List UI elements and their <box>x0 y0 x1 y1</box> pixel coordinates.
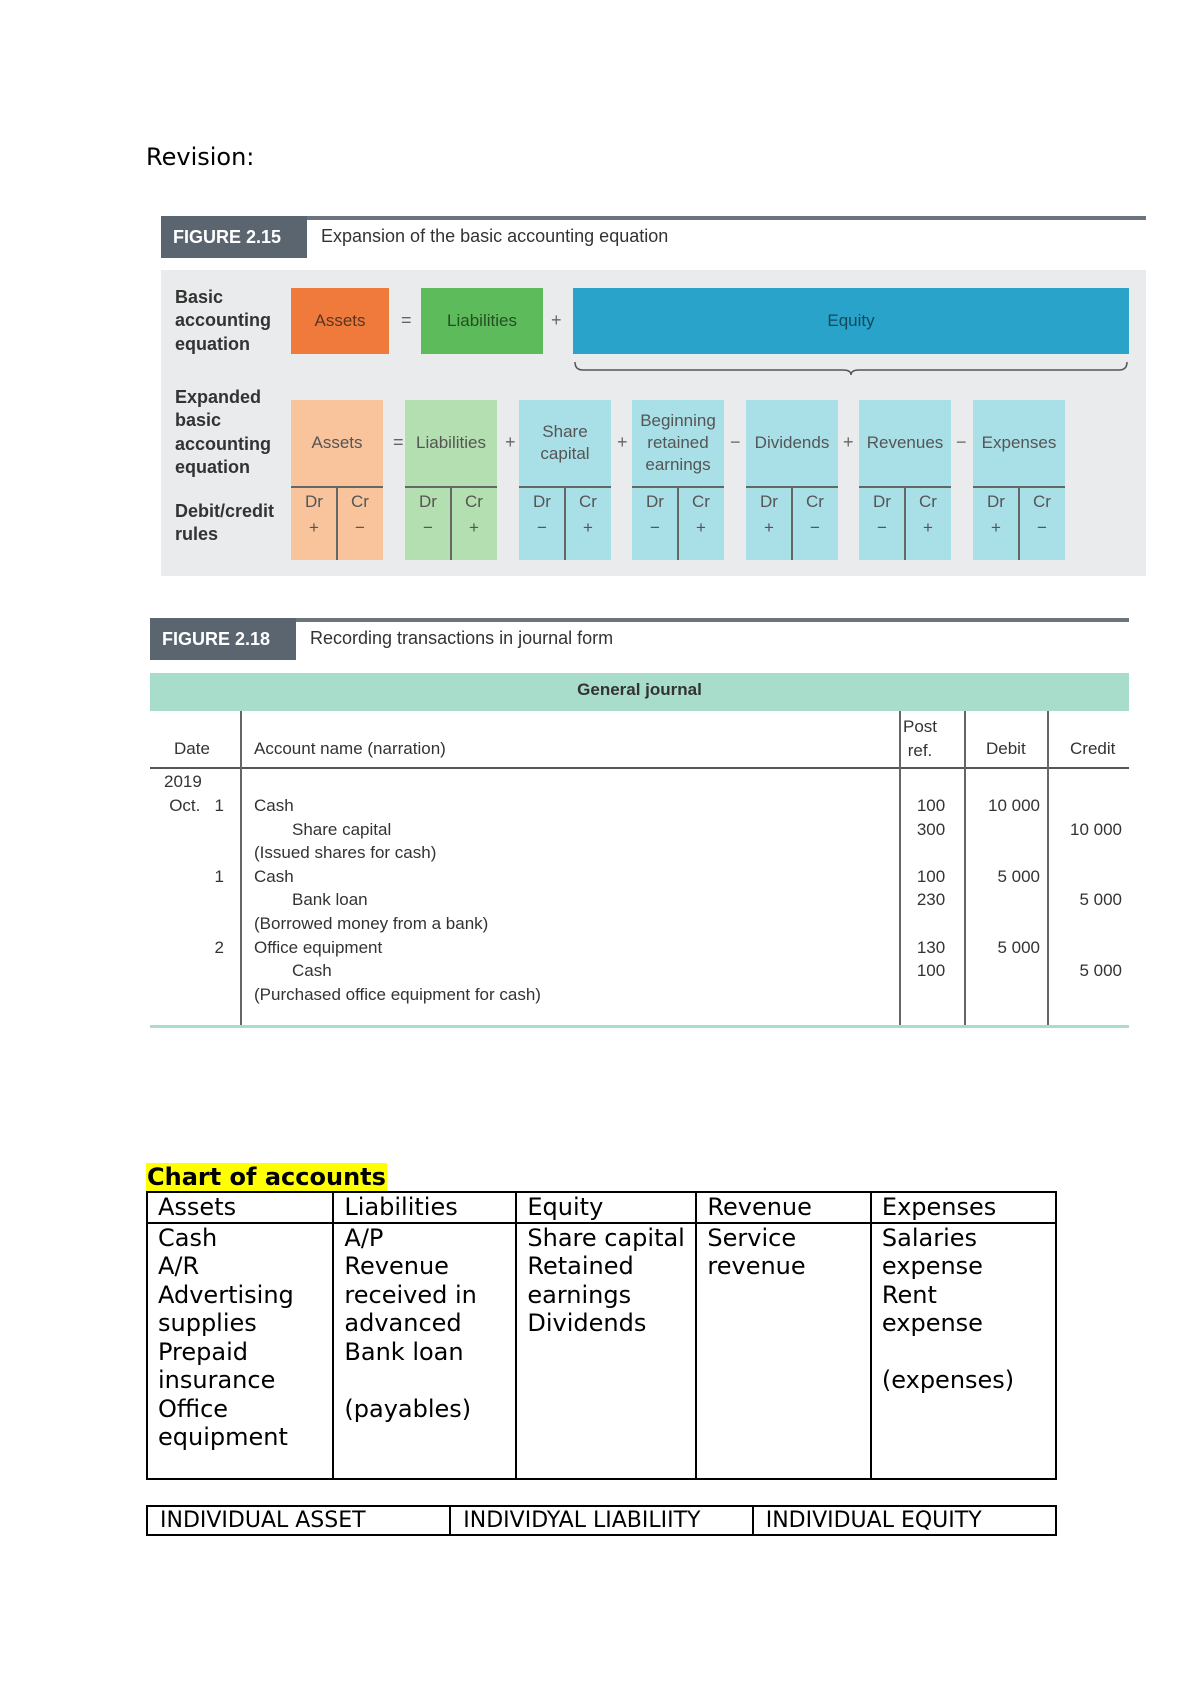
operator-2: + <box>617 432 628 452</box>
coa-column-expenses <box>871 1223 1056 1479</box>
col-date: Date <box>174 739 210 758</box>
cr-sign: − <box>1037 518 1047 537</box>
expanded-term-0: Assets <box>291 400 383 486</box>
journal-credit: 10 000 <box>1070 819 1122 839</box>
col-account: Account name (narration) <box>254 739 446 758</box>
cr-sign: + <box>469 518 479 537</box>
coa-entry: A/R <box>158 1252 200 1280</box>
row-label-expanded: Expanded basic accounting equation <box>175 387 272 478</box>
basic-assets-box: Assets <box>291 288 389 354</box>
coa-header-equity: Equity <box>516 1192 696 1223</box>
dr-label: Dr <box>873 492 891 511</box>
figure-label: FIGURE 2.18 <box>150 618 296 660</box>
journal-post-ref: 100 <box>916 866 946 886</box>
coa-entry: supplies <box>158 1309 257 1337</box>
dr-label: Dr <box>533 492 551 511</box>
expanded-term-5: Revenues <box>859 400 951 486</box>
individual-table <box>146 1505 1057 1536</box>
cr-label: Cr <box>919 492 937 511</box>
coa-header-liabilities: Liabilities <box>333 1192 516 1223</box>
figure-journal <box>150 618 1129 1028</box>
journal-account: Bank loan <box>292 890 368 910</box>
cr-sign: + <box>583 518 593 537</box>
coa-entry <box>882 1338 1045 1367</box>
row-label-rules: Debit/credit rules <box>175 501 275 545</box>
journal-account: Cash <box>254 796 294 815</box>
coa-column-revenue <box>696 1223 871 1479</box>
journal-account: Share capital <box>292 819 392 839</box>
coa-entry: revenue <box>707 1252 806 1280</box>
coa-entry: earnings <box>527 1280 632 1309</box>
journal-year: 2019 <box>164 772 202 791</box>
cr-label: Cr <box>351 492 369 511</box>
journal-account: (Purchased office equipment for cash) <box>254 984 541 1004</box>
coa-entry: Advertising <box>158 1280 294 1309</box>
journal-post-ref: 130 <box>916 937 946 957</box>
journal-credit: 5 000 <box>1079 890 1122 910</box>
dr-label: Dr <box>646 492 664 511</box>
coa-header-revenue: Revenue <box>696 1192 871 1223</box>
col-debit: Debit <box>986 739 1026 758</box>
coa-entry: Share capital <box>527 1223 685 1252</box>
journal-post-ref: 100 <box>916 796 946 815</box>
operator-3: − <box>730 432 741 452</box>
coa-entry: expense <box>881 1252 983 1280</box>
dr-sign: + <box>309 518 319 537</box>
individual-cell-0: INDIVIDUAL ASSET <box>147 1506 450 1535</box>
cr-sign: − <box>355 518 365 537</box>
coa-entry: equipment <box>158 1423 288 1451</box>
operator-1: + <box>505 432 516 452</box>
cr-sign: − <box>810 518 820 537</box>
coa-entry: received in <box>344 1280 477 1309</box>
expanded-term-6: Expenses <box>973 400 1065 486</box>
operator-0: = <box>393 432 404 452</box>
cr-label: Cr <box>579 492 597 511</box>
operator-4: + <box>843 432 854 452</box>
journal-title: General journal <box>577 680 702 699</box>
coa-column-equity <box>516 1223 696 1479</box>
journal-account: Cash <box>292 961 332 981</box>
cr-label: Cr <box>1033 492 1051 511</box>
chart-of-accounts-table <box>146 1191 1057 1480</box>
journal-account: (Issued shares for cash) <box>254 843 437 863</box>
dr-sign: − <box>537 518 547 537</box>
figure-title: Recording transactions in journal form <box>310 628 614 648</box>
coa-entry: Rent <box>881 1280 937 1309</box>
figure-title: Expansion of the basic accounting equation <box>321 226 669 246</box>
journal-post-ref: 230 <box>916 890 946 910</box>
cr-label: Cr <box>692 492 710 511</box>
individual-cell-2: INDIVIDUAL EQUITY <box>753 1506 1056 1535</box>
cr-label: Cr <box>465 492 483 511</box>
journal-post-ref: 300 <box>916 819 946 839</box>
cr-sign: + <box>696 518 706 537</box>
coa-entry: Dividends <box>527 1309 647 1337</box>
coa-entry: (payables) <box>344 1394 472 1423</box>
dr-label: Dr <box>760 492 778 511</box>
dr-label: Dr <box>419 492 437 511</box>
coa-entry: Revenue <box>344 1252 449 1280</box>
plus-sign: + <box>551 310 562 330</box>
journal-credit: 5 000 <box>1079 961 1122 981</box>
coa-entry: Bank loan <box>344 1337 464 1366</box>
journal-debit: 10 000 <box>988 796 1040 815</box>
expanded-term-4: Dividends <box>746 400 838 486</box>
journal-account: Cash <box>254 866 294 886</box>
coa-entry: insurance <box>158 1366 276 1394</box>
coa-entry: Salaries <box>881 1223 978 1252</box>
coa-entry: Retained <box>527 1252 634 1280</box>
journal-debit: 5 000 <box>997 937 1040 957</box>
expanded-term-1: Liabilities <box>405 400 497 486</box>
coa-header-assets: Assets <box>147 1192 333 1223</box>
coa-entry: (expenses) <box>881 1366 1015 1394</box>
individual-cell-1: INDIVIDYAL LIABILIITY <box>450 1506 752 1535</box>
basic-equity-box: Equity <box>573 288 1129 354</box>
coa-entry: Prepaid <box>158 1337 248 1366</box>
coa-entry: Cash <box>158 1223 218 1252</box>
dr-sign: + <box>991 518 1001 537</box>
journal-debit: 5 000 <box>997 866 1040 886</box>
coa-column-liabilities <box>333 1223 516 1479</box>
coa-entry: advanced <box>344 1309 462 1337</box>
coa-entry <box>344 1366 505 1395</box>
chart-of-accounts-title: Chart of accounts <box>147 1163 386 1191</box>
col-credit: Credit <box>1070 739 1116 758</box>
dr-label: Dr <box>305 492 323 511</box>
cr-sign: + <box>923 518 933 537</box>
dr-sign: − <box>877 518 887 537</box>
journal-date: Oct. 1 <box>169 796 224 815</box>
coa-entry: Office <box>158 1394 229 1423</box>
operator-5: − <box>956 432 967 452</box>
equals-sign: = <box>401 310 412 330</box>
dr-sign: + <box>764 518 774 537</box>
figure-accounting-equation <box>161 216 1146 576</box>
dr-sign: − <box>650 518 660 537</box>
dr-label: Dr <box>987 492 1005 511</box>
journal-post-ref: 100 <box>916 961 946 981</box>
journal-account: Office equipment <box>254 937 383 957</box>
coa-column-assets <box>147 1223 333 1479</box>
col-post-ref: Post ref. <box>902 717 938 760</box>
revision-heading: Revision: <box>146 143 255 171</box>
row-label-basic: Basic accounting equation <box>175 287 272 354</box>
coa-header-expenses: Expenses <box>871 1192 1056 1223</box>
journal-date: 1 <box>214 866 224 886</box>
expanded-term-2: Share capital <box>519 400 611 486</box>
dr-sign: − <box>423 518 433 537</box>
basic-liabilities-box: Liabilities <box>421 288 543 354</box>
coa-entry: A/P <box>344 1223 384 1252</box>
cr-label: Cr <box>806 492 824 511</box>
expanded-term-3: Beginning retained earnings <box>632 400 724 486</box>
journal-account: (Borrowed money from a bank) <box>254 914 489 933</box>
equity-brace <box>573 360 1129 376</box>
journal-date: 2 <box>214 937 224 957</box>
figure-label: FIGURE 2.15 <box>161 216 307 258</box>
coa-entry: expense <box>881 1309 983 1337</box>
coa-entry: Service <box>707 1223 797 1252</box>
